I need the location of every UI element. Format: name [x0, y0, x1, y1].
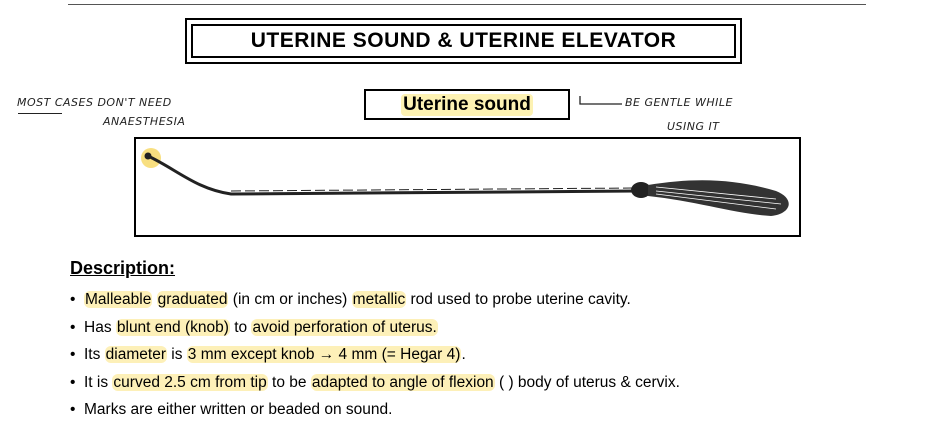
handwritten-note-left-line2: ANAESTHESIA: [103, 115, 186, 128]
highlighted-text: metallic: [352, 291, 406, 308]
blunt-knob: [145, 153, 152, 160]
bullet-icon: •: [70, 373, 76, 391]
text-segment: to: [229, 318, 252, 336]
text-segment: rod used to probe uterine cavity.: [406, 291, 631, 308]
text-segment: (in cm or inches): [228, 291, 352, 308]
section-heading: Description:: [70, 258, 176, 278]
highlighted-text: blunt end (knob): [116, 318, 229, 336]
list-item: [70, 369, 910, 397]
highlighted-text: graduated: [157, 291, 228, 308]
text-segment: to be: [267, 373, 311, 391]
bullet-icon: •: [70, 401, 76, 418]
connector-line: [578, 94, 624, 106]
bullet-icon: •: [70, 346, 76, 363]
subtitle: Uterine sound: [403, 93, 531, 115]
list-item: [70, 341, 910, 369]
highlighted-text: adapted to angle of flexion: [311, 373, 494, 391]
top-rule: [68, 4, 866, 5]
highlighted-text: diameter: [105, 346, 166, 363]
text-segment: is: [166, 346, 187, 363]
page-title: UTERINE SOUND & UTERINE ELEVATOR: [191, 24, 736, 58]
handwritten-note-right-line2: USING IT: [667, 120, 720, 133]
handwritten-note-left-line1: MOST CASES DON'T NEED: [17, 96, 172, 109]
highlighted-text: curved 2.5 cm from tip: [113, 373, 267, 391]
highlighted-text: avoid perforation of uterus.: [252, 318, 437, 336]
text-segment: Its: [84, 346, 105, 363]
highlighted-text: Malleable: [85, 291, 152, 308]
text-segment: Marks are either written or beaded on sound.: [84, 401, 393, 418]
list-item: [70, 314, 910, 342]
text-segment: .: [461, 346, 466, 363]
list-item: [70, 286, 910, 314]
bullet-icon: •: [70, 318, 76, 336]
text-segment: Has: [84, 318, 116, 336]
uterine-sound-drawing: [136, 139, 799, 235]
subtitle-box: [364, 89, 570, 120]
title-frame: [185, 18, 742, 64]
description-list: [70, 286, 910, 424]
handwritten-note-right-line1: BE GENTLE WHILE: [625, 96, 733, 109]
uterine-sound-illustration: [134, 137, 801, 237]
text-segment: ( ) body of uterus & cervix.: [494, 373, 680, 391]
bullet-icon: •: [70, 291, 76, 308]
note-underline: [18, 113, 62, 114]
list-item: [70, 396, 910, 424]
highlighted-text: 3 mm except knob → 4 mm (= Hegar 4): [187, 346, 461, 363]
text-segment: It is: [84, 373, 113, 391]
